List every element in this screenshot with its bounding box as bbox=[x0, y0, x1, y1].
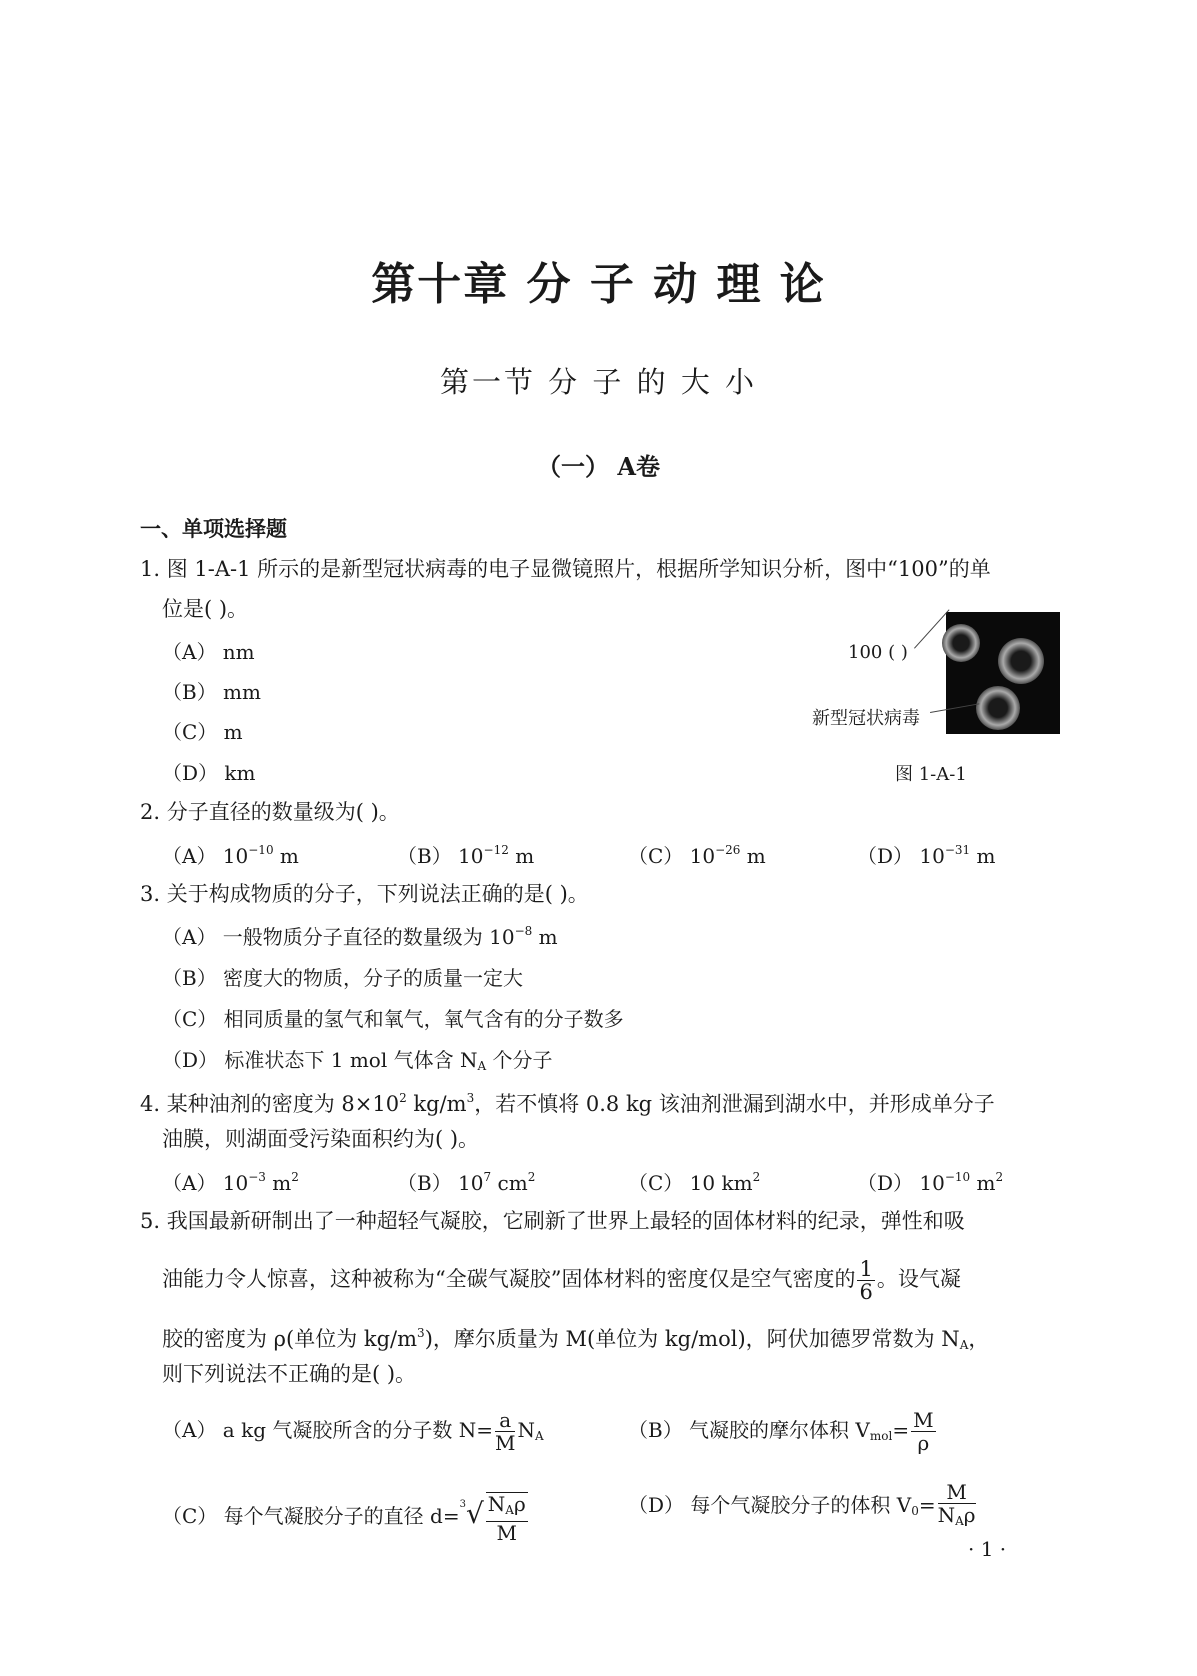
q1-option-b: （B） mm bbox=[162, 680, 261, 704]
q2-option-c: （C） $10^{-26}$ m bbox=[628, 843, 766, 868]
q3-option-a: （A） 一般物质分子直径的数量级为 $10^{-8}$ m bbox=[162, 924, 558, 949]
q3-option-c: （C） 相同质量的氢气和氧气，氧气含有的分子数多 bbox=[162, 1007, 624, 1031]
q4-line1: 4. 某种油剂的密度为 $8\times 10^2$ $kg/m^3$，若不慎将 0.8 kg 该油剂泄漏到湖水中，并形成单分子 bbox=[140, 1091, 995, 1116]
q1-option-d: （D） km bbox=[162, 761, 256, 785]
q5-line3: 胶的密度为 ρ(单位为 $kg/m^3$)，摩尔质量为 M(单位为 kg/mol)，阿伏加德罗常数为 $N_A$， bbox=[162, 1326, 990, 1352]
figure-label-100: 100 ( ) bbox=[848, 642, 908, 663]
chapter-title: 第十章 分 子 动 理 论 bbox=[371, 259, 826, 310]
figure-caption: 图 1-A-1 bbox=[895, 764, 967, 785]
root-index: 3 bbox=[459, 1499, 466, 1510]
q4-option-b: （B） $10^7$ $cm^2$ bbox=[397, 1170, 536, 1195]
paper-title: （一） A卷 bbox=[537, 452, 660, 481]
q2-text: 2. 分子直径的数量级为( )。 bbox=[140, 800, 400, 824]
page-number: · 1 · bbox=[968, 1537, 1007, 1561]
radical-sign: √ bbox=[465, 1497, 484, 1530]
q2-option-a: （A） $10^{-10}$ m bbox=[162, 843, 299, 868]
q5-line1: 5. 我国最新研制出了一种超轻气凝胶，它刷新了世界上最轻的固体材料的纪录，弹性和吸 bbox=[140, 1209, 965, 1233]
q5-option-d: （D） 每个气凝胶分子的体积 $V_0=$ $\frac{M}{N_A\rho}$ bbox=[628, 1480, 976, 1528]
q5-line2: 油能力令人惊喜，这种被称为“全碳气凝胶”固体材料的密度仅是空气密度的 $\frac{1}{6}$ 。设气凝 bbox=[162, 1257, 961, 1304]
q2-option-b: （B） $10^{-12}$ m bbox=[397, 843, 535, 868]
section-title: 第一节 分 子 的 大 小 bbox=[439, 365, 758, 399]
part-heading: 一、单项选择题 bbox=[140, 516, 287, 541]
q1-option-a: （A） nm bbox=[162, 640, 255, 664]
q5-option-c: （C） 每个气凝胶分子的直径 d=$^3$√ $\frac{N_A\rho}{M}$ bbox=[162, 1491, 526, 1545]
figure-label-virus: 新型冠状病毒 bbox=[812, 708, 920, 729]
q4-option-a: （A） $10^{-3}$ $m^2$ bbox=[162, 1170, 299, 1195]
virus-particle bbox=[976, 686, 1020, 730]
fraction-one-sixth: $\frac{1}{6}$ bbox=[859, 1257, 873, 1304]
q1-line2: 位是( )。 bbox=[162, 597, 249, 621]
q2-option-d: （D） $10^{-31}$ m bbox=[857, 843, 996, 868]
q3-option-d: （D） 标准状态下 1 mol 气体含 $N_A$ 个分子 bbox=[162, 1048, 553, 1073]
q5-option-a: （A） a kg 气凝胶所含的分子数 N= $\frac{a}{M}$ $N_A$ bbox=[162, 1408, 544, 1455]
virus-micrograph bbox=[946, 612, 1060, 734]
q3-option-b: （B） 密度大的物质，分子的质量一定大 bbox=[162, 966, 524, 990]
q4-option-c: （C） 10 $km^2$ bbox=[628, 1170, 761, 1195]
virus-particle bbox=[942, 624, 980, 662]
q3-text: 3. 关于构成物质的分子，下列说法正确的是( )。 bbox=[140, 882, 589, 906]
q1-line1: 1. 图 1-A-1 所示的是新型冠状病毒的电子显微镜照片，根据所学知识分析，图中“100”的单 bbox=[140, 557, 991, 581]
q4-option-d: （D） $10^{-10}$ $m^2$ bbox=[857, 1170, 1004, 1195]
virus-particle bbox=[998, 638, 1044, 684]
q5-line4: 则下列说法不正确的是( )。 bbox=[162, 1362, 417, 1386]
q4-line2: 油膜，则湖面受污染面积约为( )。 bbox=[162, 1127, 480, 1151]
q1-option-c: （C） m bbox=[162, 720, 243, 744]
q5-option-b: （B） 气凝胶的摩尔体积 $V_{mol}=$ $\frac{M}{\rho}$ bbox=[628, 1408, 934, 1455]
